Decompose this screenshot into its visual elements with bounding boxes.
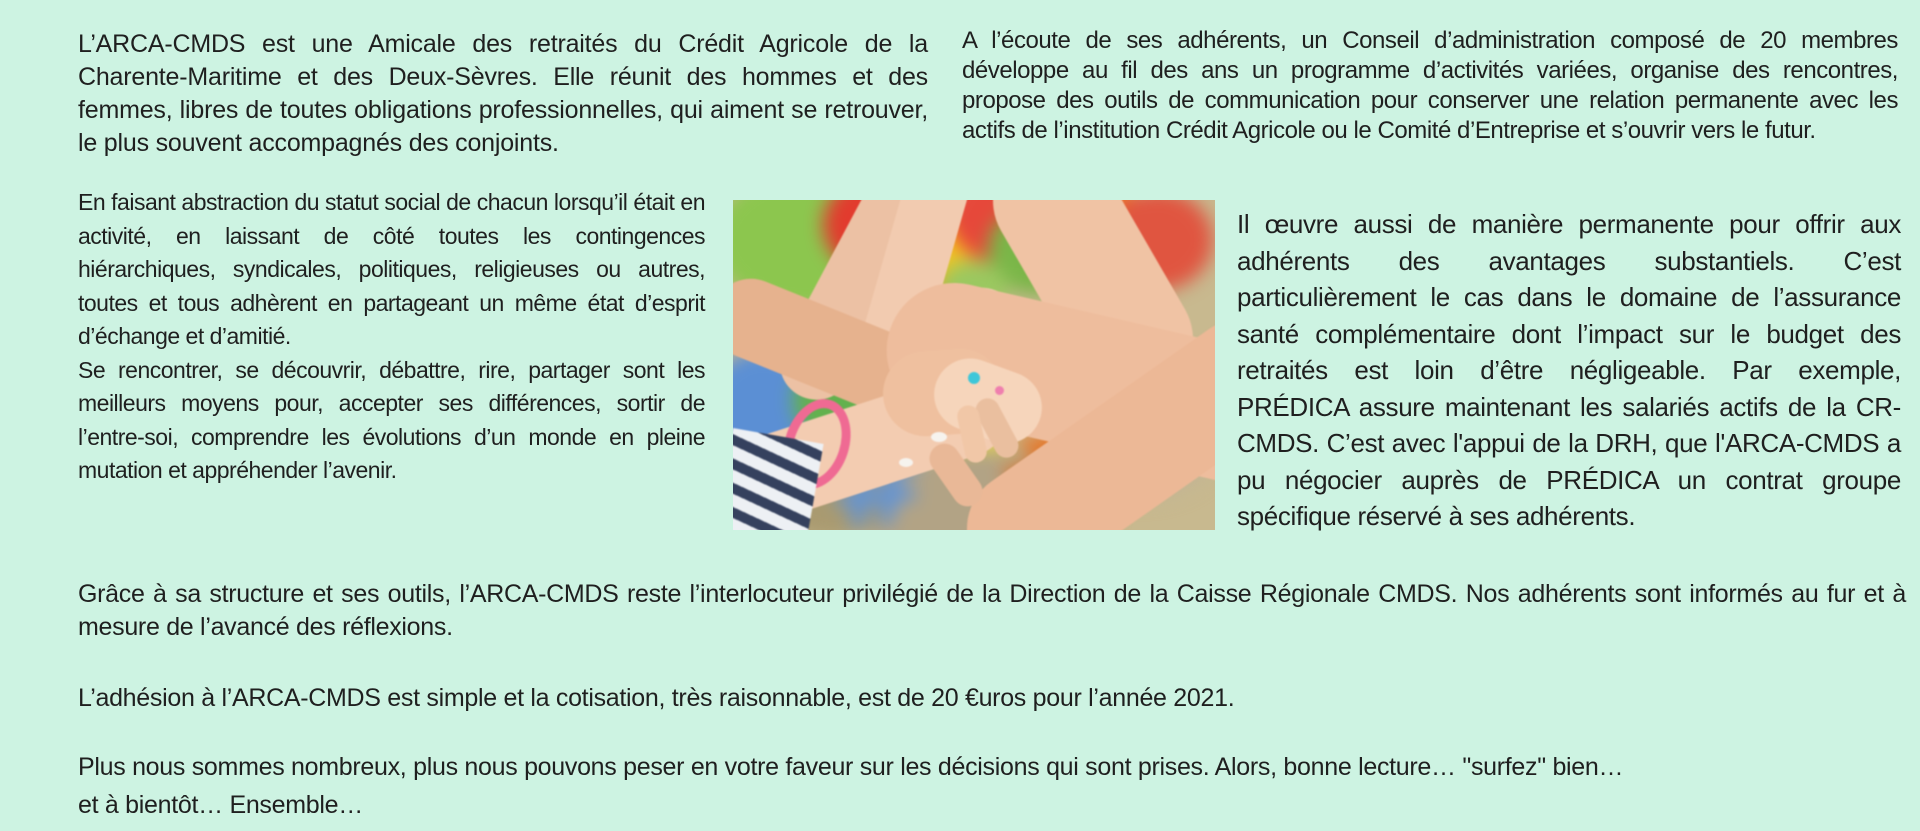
- paragraph-text: et à bientôt… Ensemble…: [78, 791, 363, 819]
- photo-foreground-hands: [733, 200, 1215, 530]
- paragraph-text: Plus nous sommes nombreux, plus nous pouvons peser en votre faveur sur les décisions qui sont prises. Alors, bonne lecture… "surfez" bien…: [78, 753, 1624, 781]
- intro-right-paragraph: [962, 26, 1898, 146]
- nail-dot: [899, 458, 913, 467]
- paragraph-text: L’adhésion à l’ARCA-CMDS est simple et la cotisation, très raisonnable, est de 20 €uros pour l’année 2021.: [78, 684, 1235, 712]
- team-hands-photo: [733, 200, 1215, 530]
- bottom-paragraph-adhesion: [78, 682, 1906, 715]
- nail-dot: [995, 386, 1004, 395]
- bottom-paragraph-closing: [78, 748, 1906, 824]
- paragraph-text: A l’écoute de ses adhérents, un Conseil d’administration composé de 20 membres développe au fil des ans un programme d’activités variées, organise des rencontres, propose des outils de communication pour conserver une relation permanente avec les actifs de l’institution Crédit Agricole ou le Comité d’Entreprise et s’ouvrir vers le futur.: [962, 27, 1898, 144]
- nail-dot: [931, 432, 947, 442]
- paragraph-text: Se rencontrer, se découvrir, débattre, rire, partager sont les meilleurs moyens pour, accepter ses différences, sortir de l’entre-soi, comprendre les évolutions d’un monde en pleine mutation et appréhender l’avenir.: [78, 356, 705, 483]
- middle-right-text: [1237, 206, 1901, 535]
- middle-left-text: [78, 186, 705, 488]
- paragraph-text: En faisant abstraction du statut social de chacun lorsqu’il était en activité, en laissant de côté toutes les contingences hiérarchiques, syndicales, politiques, religieuses ou autres, toutes et tous adhèrent en partageant un même état d’esprit d’échange et d’amitié.: [78, 189, 705, 349]
- nail-dot: [968, 372, 980, 384]
- intro-left-paragraph: [78, 28, 928, 160]
- striped-sleeve: [733, 428, 824, 530]
- bottom-paragraph-structure: [78, 578, 1906, 644]
- paragraph-text: Il œuvre aussi de manière permanente pour offrir aux adhérents des avantages substantiels. C’est particulièrement le cas dans le domaine de l’assurance santé complémentaire dont l’impact sur le budget des retraités est loin d’être négligeable. Par exemple, PRÉDICA assure maintenant les salariés actifs de la CR-CMDS. C’est avec l'appui de la DRH, que l'ARCA-CMDS a pu négocier auprès de PRÉDICA un contrat groupe spécifique réservé à ses adhérents.: [1237, 209, 1901, 531]
- paragraph-text: Grâce à sa structure et ses outils, l’ARCA-CMDS reste l’interlocuteur privilégié de la Direction de la Caisse Régionale CMDS. Nos adhérents sont informés au fur et à mesure de l’avancé des réflexions.: [78, 580, 1906, 641]
- paragraph-text: L’ARCA-CMDS est une Amicale des retraités du Crédit Agricole de la Charente-Maritime et des Deux-Sèvres. Elle réunit des hommes et des femmes, libres de toutes obligations professionnelles, qui aiment se retrouver, le plus souvent accompagnés des conjoints.: [78, 30, 928, 157]
